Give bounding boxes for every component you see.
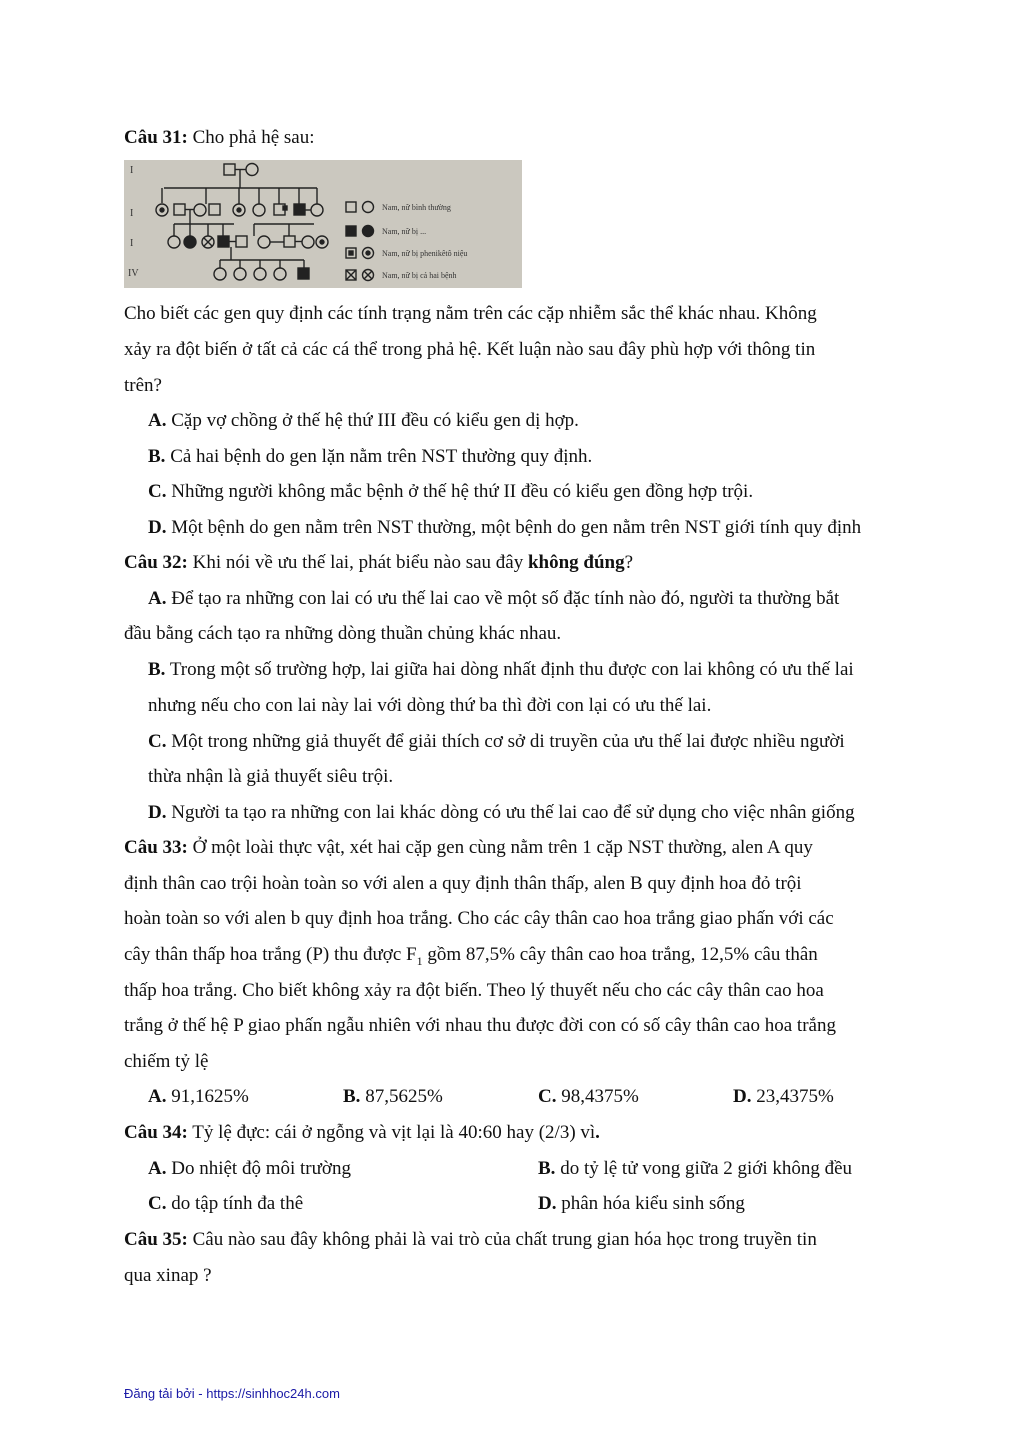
q32-option-b-cont: nhưng nếu cho con lai này lai với dòng thứ ba thì đời con lại có ưu thế lai. — [148, 695, 712, 716]
q33-line-4: cây thân thấp hoa trắng (P) thu được $F_1$ gồm 87,5% cây thân cao hoa trắng, 12,5% câu thân — [124, 944, 818, 968]
q34-option-d: D. phân hóa kiểu sinh sống — [538, 1193, 745, 1214]
q33-option-b: B. 87,5625% — [343, 1086, 443, 1107]
q33-line-5: thấp hoa trắng. Cho biết không xảy ra đột biến. Theo lý thuyết nếu cho các cây thân cao hoa — [124, 980, 824, 1001]
q33-option-a: A. 91,1625% — [148, 1086, 249, 1107]
q31-option-b: B. Cả hai bệnh do gen lặn nằm trên NST thường quy định. — [148, 446, 593, 467]
q31-label: Câu 31: — [124, 127, 188, 148]
q34-option-a: A. Do nhiệt độ môi trường — [148, 1158, 351, 1179]
q31-option-a: A. Cặp vợ chồng ở thế hệ thứ III đều có kiểu gen dị hợp. — [148, 410, 579, 431]
q33-line-7: chiếm tỷ lệ — [124, 1051, 209, 1072]
q31-para-3: trên? — [124, 375, 162, 396]
q32-option-b: B. Trong một số trường hợp, lai giữa hai dòng nhất định thu được con lai không có ưu thế lai — [148, 659, 854, 680]
gen-label-4: IV — [128, 268, 139, 279]
q31-heading — [124, 126, 315, 150]
q32-heading: Câu 32: Khi nói về ưu thế lai, phát biểu nào sau đây không đúng? — [124, 552, 634, 573]
q31-para-1: Cho biết các gen quy định các tính trạng nằm trên các cặp nhiễm sắc thể khác nhau. Không — [124, 303, 817, 324]
q32-option-a-cont: đầu bằng cách tạo ra những dòng thuần chủng khác nhau. — [124, 623, 562, 644]
q31-option-c: C. Những người không mắc bệnh ở thế hệ thứ II đều có kiểu gen đồng hợp trội. — [148, 481, 754, 502]
q32-option-c-cont: thừa nhận là giả thuyết siêu trội. — [148, 766, 394, 787]
q31-option-d: D. Một bệnh do gen nằm trên NST thường, một bệnh do gen nằm trên NST giới tính quy định — [148, 517, 862, 538]
q34-option-c: C. do tập tính đa thê — [148, 1193, 304, 1214]
footer-source[interactable]: Đăng tải bởi - https://sinhhoc24h.com — [124, 1386, 340, 1401]
q31-para-2: xảy ra đột biến ở tất cả các cá thể trong phả hệ. Kết luận nào sau đây phù hợp với thông tin — [124, 339, 816, 360]
gen-label-1: I — [130, 165, 134, 176]
q34-option-b: B. do tỷ lệ tử vong giữa 2 giới không đều — [538, 1158, 853, 1179]
q32-option-a: A. Để tạo ra những con lai có ưu thế lai cao về một số đặc tính nào đó, người ta thường bắt — [148, 588, 840, 609]
legend-2: Nam, nữ bị ... — [382, 227, 427, 236]
q32-option-c: C. Một trong những giả thuyết để giải thích cơ sở di truyền của ưu thế lai được nhiều người — [148, 731, 845, 752]
legend-1: Nam, nữ bình thường — [382, 203, 451, 212]
q33-option-d: D. 23,4375% — [733, 1086, 834, 1107]
legend-4: Nam, nữ bị cả hai bệnh — [382, 271, 457, 280]
q33-line-6: trắng ở thế hệ P giao phấn ngẫu nhiên với nhau thu được đời con có số cây thân cao hoa trắng — [124, 1015, 836, 1036]
q35-line-1: Câu 35: Câu nào sau đây không phải là vai trò của chất trung gian hóa học trong truyền tin — [124, 1229, 817, 1250]
q33-option-c: C. 98,4375% — [538, 1086, 639, 1107]
q33-line-3: hoàn toàn so với alen b quy định hoa trắng. Cho các cây thân cao hoa trắng giao phấn với các — [124, 908, 834, 929]
gen-label-2: I — [130, 208, 134, 219]
q35-line-2: qua xinap ? — [124, 1265, 212, 1286]
pedigree-chart — [124, 160, 522, 288]
q31-text: Cho phả hệ sau: — [187, 127, 315, 148]
gen-label-3: I — [130, 238, 134, 249]
q34-heading: Câu 34: Tỷ lệ đực: cái ở ngỗng và vịt lại là 40:60 hay (2/3) vì. — [124, 1122, 600, 1143]
legend-3: Nam, nữ bị phenikêtô niệu — [382, 249, 468, 258]
q33-line-1: Câu 33: Ở một loài thực vật, xét hai cặp gen cùng nằm trên 1 cặp NST thường, alen A quy — [124, 837, 813, 858]
q33-line-2: định thân cao trội hoàn toàn so với alen a quy định thân thấp, alen B quy định hoa đỏ trội — [124, 873, 802, 894]
q32-option-d: D. Người ta tạo ra những con lai khác dòng có ưu thế lai cao để sử dụng cho việc nhân giống — [148, 802, 855, 823]
